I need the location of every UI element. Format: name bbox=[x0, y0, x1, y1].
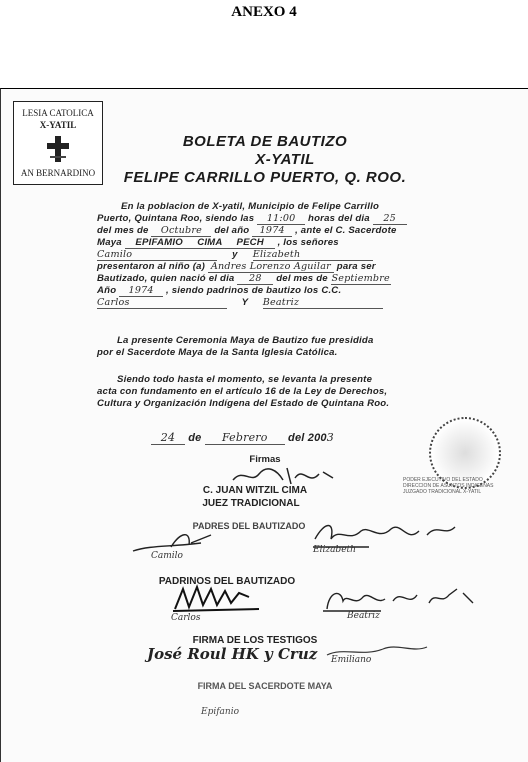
body-text: horas del dia bbox=[308, 213, 370, 224]
body-text: , siendo padrinos de bautizo los C.C. bbox=[166, 285, 342, 296]
hour-value: 11:00 bbox=[257, 213, 305, 225]
godfather-name: Carlos bbox=[97, 297, 227, 309]
witness-label: Emiliano bbox=[331, 655, 372, 665]
priest-name: EPIFAMIO CIMA PECH bbox=[125, 237, 275, 249]
seal-line-3: AN BERNARDINO bbox=[20, 168, 96, 178]
body-para-3-line-3: Cultura y Organización Indígena del Estado de Quintana Roo. bbox=[97, 398, 390, 409]
father-label: Camilo bbox=[151, 551, 183, 561]
body-para-2-line-2: por el Sacerdote Maya de la Santa Iglesia Católica. bbox=[97, 347, 338, 358]
birth-month: Septiembre bbox=[331, 273, 390, 284]
body-text: , los señores bbox=[277, 237, 339, 248]
baptism-certificate bbox=[0, 88, 528, 762]
body-text: Y bbox=[241, 297, 249, 308]
birth-day: 28 bbox=[237, 273, 273, 285]
mother-label: Elizabeth bbox=[313, 545, 356, 555]
body-line-2 bbox=[97, 213, 497, 225]
father-name: Camilo bbox=[97, 249, 217, 261]
year-value: 1974 bbox=[252, 225, 292, 237]
witness-title: FIRMA DE LOS TESTIGOS bbox=[192, 635, 318, 646]
annex-title: ANEXO 4 bbox=[231, 4, 297, 20]
certificate-place: X-YATIL bbox=[255, 151, 315, 168]
body-para-2-line-1: La presente Ceremonia Maya de Bautizo fue presidida bbox=[117, 335, 374, 346]
body-text: Año bbox=[97, 285, 117, 296]
body-para-3-line-1: Siendo todo hasta el momento, se levanta la presente bbox=[117, 374, 373, 385]
seal-line-2: X-YATIL bbox=[39, 120, 77, 130]
firmas-label: Firmas bbox=[249, 454, 281, 465]
body-text: y bbox=[232, 249, 238, 260]
judge-title: JUEZ TRADICIONAL bbox=[202, 498, 300, 509]
body-text: del mes de bbox=[276, 273, 328, 284]
godmother-signature bbox=[321, 583, 481, 615]
stamp-text: PODER EJECUTIVO DEL ESTADO DIRECCION DE ASUNTOS INDIGENAS JUZGADO TRADICIONAL X-YATIL bbox=[403, 477, 494, 495]
body-text: Bautizado, quien nació el dia bbox=[97, 273, 235, 284]
body-text: Puerto, Quintana Roo, siendo las bbox=[97, 213, 255, 224]
priest-label: Epifanio bbox=[201, 707, 239, 717]
child-name: Andres Lorenzo Aguilar bbox=[208, 261, 334, 273]
godfather-signature bbox=[169, 583, 269, 613]
seal-line-1: LESIA CATOLICA bbox=[22, 108, 94, 118]
day-value: 25 bbox=[373, 213, 407, 225]
body-text: Maya bbox=[97, 237, 122, 248]
body-line-5 bbox=[97, 249, 497, 261]
body-line-6 bbox=[97, 261, 497, 273]
birth-year: 1974 bbox=[119, 285, 163, 297]
body-text: , ante el C. Sacerdote bbox=[295, 225, 397, 236]
date-day: 24 bbox=[151, 431, 185, 445]
body-line-1 bbox=[121, 201, 521, 212]
godmother-label: Beatriz bbox=[347, 611, 380, 621]
certificate-title: BOLETA DE BAUTIZO bbox=[182, 133, 348, 150]
godparents-title: PADRINOS DEL BAUTIZADO bbox=[158, 576, 296, 587]
body-text: En la poblacion de X-yatil, Municipio de Felipe Carrillo bbox=[121, 201, 380, 212]
body-line-4 bbox=[97, 237, 497, 249]
priest-signature-title: FIRMA DEL SACERDOTE MAYA bbox=[197, 681, 333, 691]
body-text: de bbox=[188, 432, 202, 444]
date-year-digit: 3 bbox=[326, 431, 334, 444]
body-text: para ser bbox=[336, 261, 376, 272]
witness-handwriting: José Roul HK y Cruz bbox=[147, 645, 318, 663]
parents-title: PADRES DEL BAUTIZADO bbox=[192, 521, 306, 531]
body-para-3-line-2: acta con fundamento en el artículo 16 de la Ley de Derechos, bbox=[97, 386, 388, 397]
date-month: Febrero bbox=[205, 431, 285, 445]
certificate-municipality: FELIPE CARRILLO PUERTO, Q. ROO. bbox=[123, 169, 407, 186]
body-line-3 bbox=[97, 225, 497, 237]
judge-name: C. JUAN WITZIL CIMA bbox=[202, 485, 308, 496]
body-line-8 bbox=[97, 285, 497, 297]
body-line-7 bbox=[97, 273, 497, 285]
godfather-label: Carlos bbox=[171, 613, 201, 623]
body-text: del mes de bbox=[97, 225, 149, 236]
month-value: Octubre bbox=[151, 225, 211, 237]
body-text: presentaron al niño (a) bbox=[97, 261, 206, 272]
godmother-name: Beatriz bbox=[263, 297, 383, 309]
body-text: del año bbox=[214, 225, 250, 236]
mother-name: Elizabeth bbox=[253, 249, 373, 261]
body-line-9 bbox=[97, 297, 497, 309]
body-text: del 200 bbox=[288, 432, 327, 444]
